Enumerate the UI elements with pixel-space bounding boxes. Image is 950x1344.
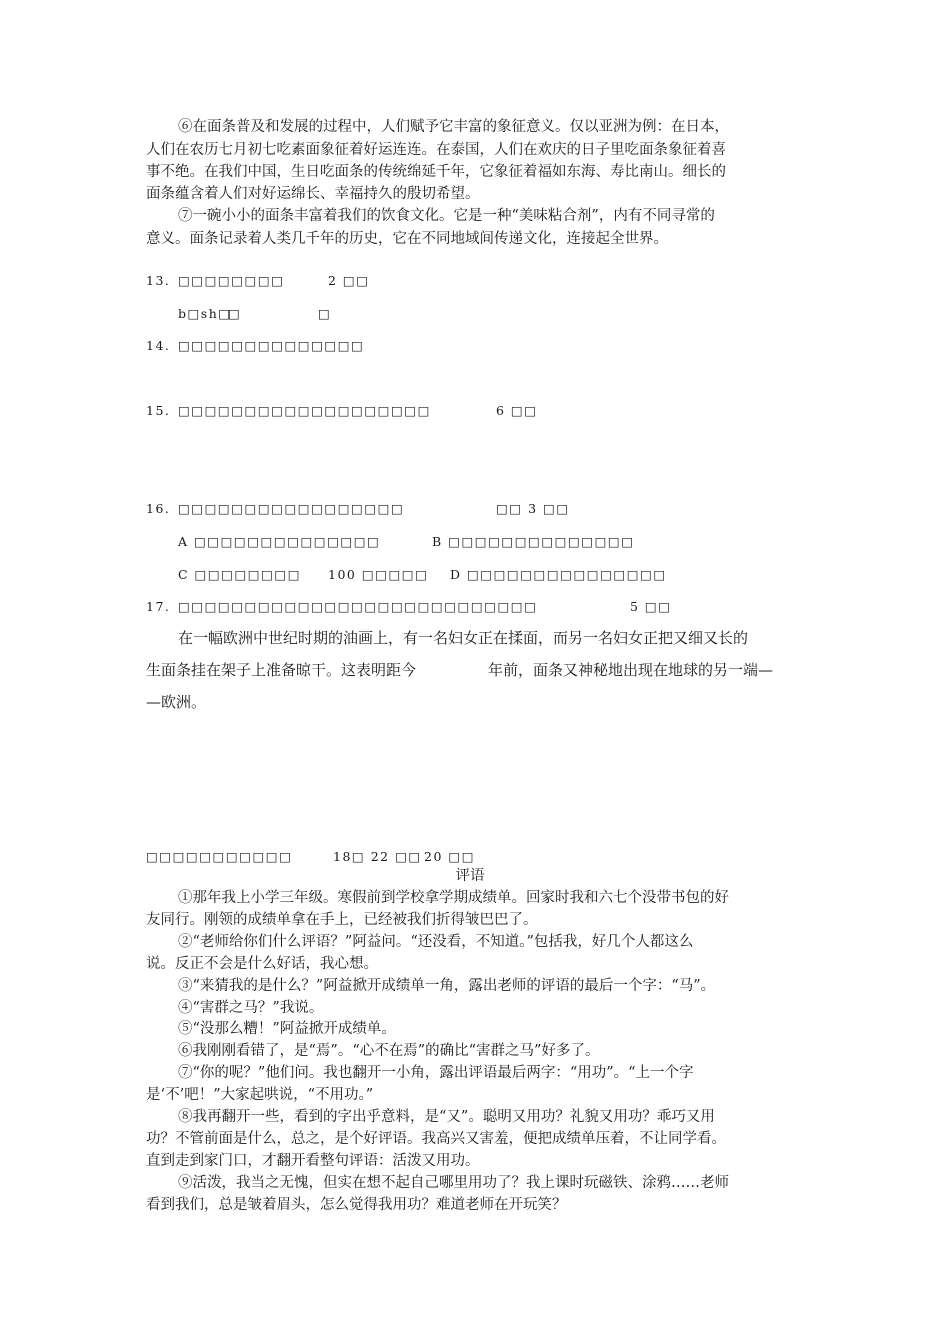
section2-header-right: 20 □□ bbox=[424, 849, 475, 864]
section2-title: 评语 bbox=[455, 868, 485, 884]
q13-blank-2: □ bbox=[318, 306, 332, 321]
q14-text: □□□□□□□□□□□□□□ bbox=[178, 338, 365, 353]
section2-line-4: 说。反正不会是什么好话，我心想。 bbox=[146, 956, 378, 972]
q17-passage-line-2: 生面条挂在架子上准备晾干。这表明距今 bbox=[146, 661, 417, 679]
section2-line-9: ⑦“你的呢？”他们问。我也翻开一小角，露出评语最后两字：“用功”。“上一个字 bbox=[178, 1065, 694, 1081]
q17-text: □□□□□□□□□□□□□□□□□□□□□□□□□□□ bbox=[178, 599, 538, 614]
paragraph-7-line-1: ⑦一碗小小的面条丰富着我们的饮食文化。它是一种“美味粘合剂”，内有不同寻常的 bbox=[178, 208, 715, 224]
q14-number: 14. bbox=[146, 338, 171, 353]
section2-line-6: ④“害群之马？”我说。 bbox=[178, 1000, 324, 1016]
section2-line-1: ①那年我上小学三年级。寒假前到学校拿学期成绩单。回家时我和六七个没带书包的好 bbox=[178, 890, 729, 906]
section2-line-13: 直到走到家门口，才翻开看整句评语：活泼又用功。 bbox=[146, 1153, 480, 1169]
q15-score: 6 □□ bbox=[496, 403, 538, 418]
section2-line-10: 是‘不’吧！”大家起哄说，“不用功。” bbox=[146, 1087, 374, 1103]
section2-line-2: 友同行。刚领的成绩单拿在手上，已经被我们折得皱巴巴了。 bbox=[146, 912, 538, 928]
q15-number: 15. bbox=[146, 403, 171, 418]
section2-line-14: ⑨活泼，我当之无愧，但实在想不起自己哪里用功了？我上课时玩磁铁、涂鸦……老师 bbox=[178, 1175, 729, 1191]
paragraph-6-line-1: ⑥在面条普及和发展的过程中，人们赋予它丰富的象征意义。仅以亚洲为例：在日本， bbox=[178, 119, 729, 135]
section2-line-11: ⑧我再翻开一些，看到的字出乎意料，是“又”。聪明又用功？礼貌又用功？乖巧又用 bbox=[178, 1109, 715, 1125]
q16-option-c-mid: 100 □□□□□ bbox=[328, 567, 429, 582]
section2-line-12: 功？不管前面是什么，总之，是个好评语。我高兴又害羞，便把成绩单压着，不让同学看。 bbox=[146, 1131, 726, 1147]
paragraph-6-line-2: 人们在农历七月初七吃素面象征着好运连连。在泰国，人们在欢庆的日子里吃面条象征着喜 bbox=[146, 142, 726, 158]
paragraph-7-line-2: 意义。面条记录着人类几千年的历史，它在不同地域间传递文化，连接起全世界。 bbox=[146, 231, 668, 247]
section2-line-15: 看到我们，总是皱着眉头，怎么觉得我用功？难道老师在开玩笑？ bbox=[146, 1197, 567, 1213]
q16-option-c: C □□□□□□□□ bbox=[178, 567, 302, 582]
q16-option-b: B □□□□□□□□□□□□□□ bbox=[432, 534, 635, 549]
q13-blank-1: □ bbox=[228, 306, 242, 321]
q13-score: 2 □□ bbox=[328, 273, 370, 288]
q17-score: 5 □□ bbox=[630, 599, 672, 614]
section2-header-left: □□□□□□□□□□□ bbox=[146, 849, 293, 864]
q13-number: 13. bbox=[146, 273, 171, 288]
paragraph-6-line-3: 事不绝。在我们中国，生日吃面条的传统绵延千年，它象征着福如东海、寿比南山。细长的 bbox=[146, 164, 726, 180]
section2-header-mid: 18□ 22 □□ bbox=[333, 849, 422, 864]
section2-line-5: ③“来猜我的是什么？”阿益掀开成绩单一角，露出老师的评语的最后一个字：“马”。 bbox=[178, 978, 716, 994]
q16-number: 16. bbox=[146, 501, 171, 516]
q17-passage-line-1: 在一幅欧洲中世纪时期的油画上，有一名妇女正在揉面，而另一名妇女正把又细又长的 bbox=[178, 629, 749, 647]
q17-number: 17. bbox=[146, 599, 171, 614]
q15-text: □□□□□□□□□□□□□□□□□□□ bbox=[178, 403, 431, 418]
q16-score: □□ 3 □□ bbox=[496, 501, 570, 516]
section2-line-8: ⑥我刚刚看错了，是“焉”。“心不在焉”的确比“害群之马”好多了。 bbox=[178, 1043, 600, 1059]
q16-text: □□□□□□□□□□□□□□□□□ bbox=[178, 501, 405, 516]
q13-pinyin: b□sh□ bbox=[178, 306, 232, 321]
q17-passage-line-3: —欧洲。 bbox=[146, 693, 207, 711]
section2-line-7: ⑤“没那么糟！”阿益掀开成绩单。 bbox=[178, 1021, 396, 1037]
paragraph-6-line-4: 面条蕴含着人们对好运绵长、幸福持久的殷切希望。 bbox=[146, 186, 480, 202]
q16-option-a: A □□□□□□□□□□□□□□ bbox=[178, 534, 381, 549]
q13-text: □□□□□□□□ bbox=[178, 273, 285, 288]
q17-passage-line-2-end: 年前，面条又神秘地出现在地球的另一端— bbox=[488, 661, 774, 679]
q16-option-d: D □□□□□□□□□□□□□□□ bbox=[450, 567, 667, 582]
section2-line-3: ②“老师给你们什么评语？”阿益问。“还没看，不知道。”包括我，好几个人都这么 bbox=[178, 934, 694, 950]
